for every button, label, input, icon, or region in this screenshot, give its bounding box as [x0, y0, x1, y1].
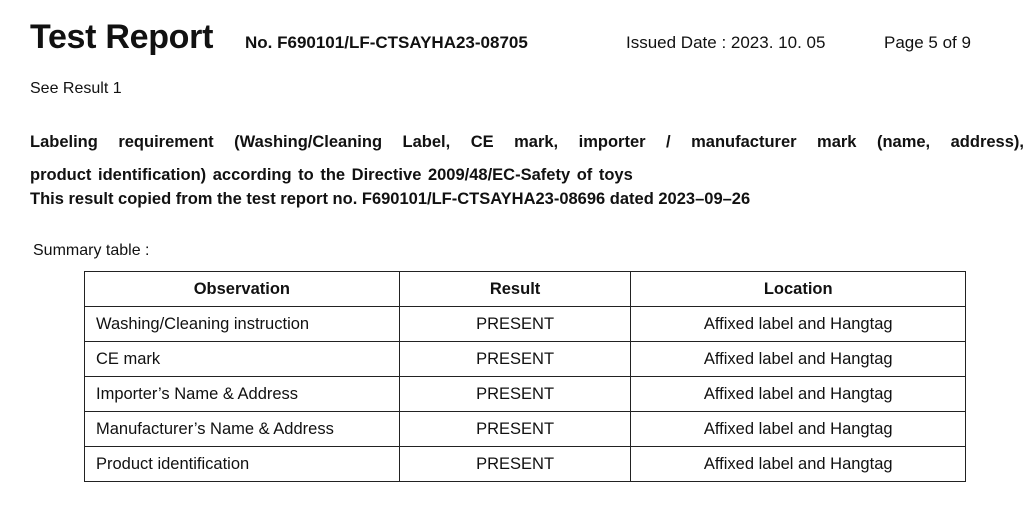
observation-cell: Product identification: [85, 447, 400, 482]
location-cell: Affixed label and Hangtag: [631, 377, 966, 412]
location-cell: Affixed label and Hangtag: [631, 307, 966, 342]
column-header-observation: Observation: [85, 272, 400, 307]
location-cell: Affixed label and Hangtag: [631, 447, 966, 482]
result-cell: PRESENT: [399, 342, 631, 377]
result-cell: PRESENT: [399, 307, 631, 342]
column-header-result: Result: [399, 272, 631, 307]
labeling-requirement: [30, 126, 1024, 192]
copied-note: This result copied from the test report no. F690101/LF-CTSAYHA23-08696 dated 2023–09–26: [30, 190, 751, 208]
observation-cell: CE mark: [85, 342, 400, 377]
table-row: [85, 307, 966, 342]
labeling-line-2: product identification) according to the Directive 2009/48/EC-Safety of toys: [30, 166, 633, 184]
location-cell: Affixed label and Hangtag: [631, 412, 966, 447]
result-cell: PRESENT: [399, 377, 631, 412]
report-number: No. F690101/LF-CTSAYHA23-08705: [245, 33, 528, 52]
table-row: [85, 447, 966, 482]
result-cell: PRESENT: [399, 447, 631, 482]
labeling-line-1: Labeling requirement (Washing/Cleaning Label, CE mark, importer / manufacturer mark (name, address),: [30, 133, 1024, 151]
table-row: [85, 377, 966, 412]
issued-date: Issued Date : 2023. 10. 05: [626, 33, 826, 52]
observation-cell: Manufacturer’s Name & Address: [85, 412, 400, 447]
observation-cell: Washing/Cleaning instruction: [85, 307, 400, 342]
column-header-location: Location: [631, 272, 966, 307]
page-number: Page 5 of 9: [884, 33, 971, 52]
table-row: [85, 342, 966, 377]
result-cell: PRESENT: [399, 412, 631, 447]
location-cell: Affixed label and Hangtag: [631, 342, 966, 377]
summary-table: [84, 271, 966, 482]
report-title: Test Report: [30, 18, 214, 56]
observation-cell: Importer’s Name & Address: [85, 377, 400, 412]
summary-table-label: Summary table :: [33, 242, 150, 259]
table-header-row: [85, 272, 966, 307]
table-row: [85, 412, 966, 447]
report-header: [30, 18, 1010, 62]
see-result-text: See Result 1: [30, 80, 122, 97]
